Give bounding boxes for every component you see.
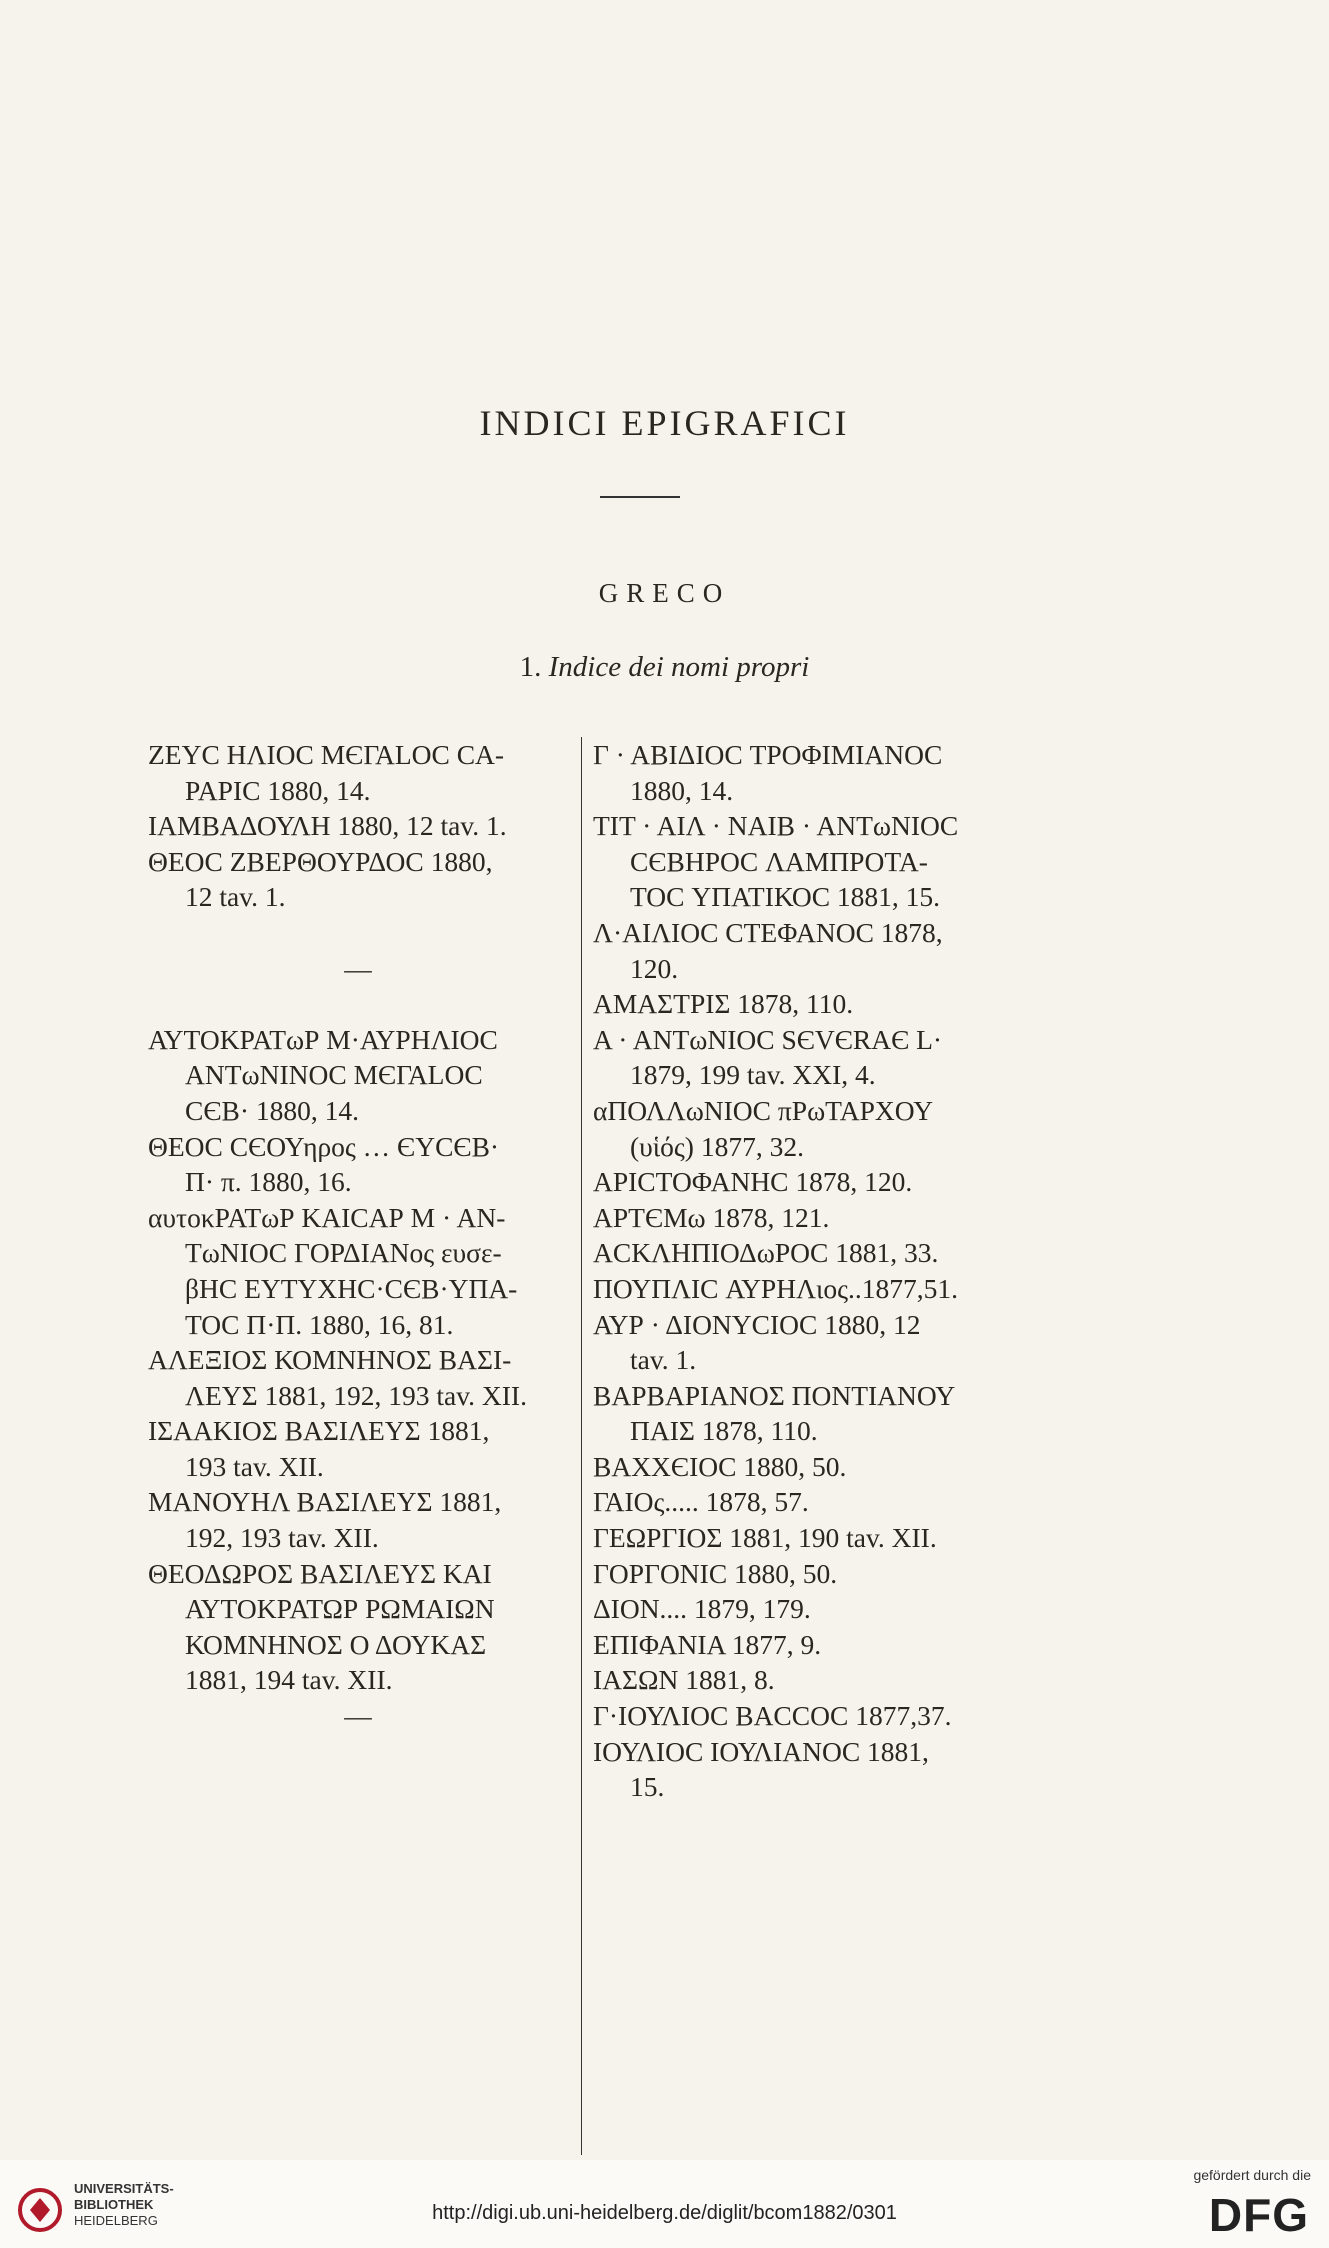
index-entry-line: Γ·ΙΟΥΛΙΟC ΒΑCCΟC 1877,37. — [593, 1700, 952, 1732]
column-divider — [581, 737, 582, 2155]
index-entry-line: CЄΒ· 1880, 14. — [185, 1094, 359, 1126]
index-entry-line: ΙΑΣΩΝ 1881, 8. — [593, 1664, 775, 1696]
index-entry-line: ΤΙΤ · ΑΙΛ · ΝΑΙΒ · ΑΝΤωΝΙΟC — [593, 810, 959, 842]
right-index-column — [593, 737, 1013, 1805]
index-entry-line: ΙΟΥΛΙΟC ΙΟΥΛΙΑΝΟC 1881, — [593, 1735, 929, 1767]
index-entry-line: αΠΟΛΛωΝΙΟC πΡωΤΑΡΧΟΥ — [593, 1094, 934, 1126]
index-entry-line: 1879, 199 tav. XXI, 4. — [630, 1059, 876, 1091]
source-url-link[interactable]: http://digi.ub.uni-heidelberg.de/diglit/bcom1882/0301 — [432, 2202, 897, 2224]
index-entry-line: ΛΕΥΣ 1881, 192, 193 tav. XII. — [185, 1379, 527, 1411]
index-entry-line: ΙΑΜΒΑΔΟΥΛΗ 1880, 12 tav. 1. — [148, 810, 507, 842]
index-entry-line: ΓΟΡΓΟΝΙC 1880, 50. — [593, 1557, 838, 1589]
index-entry-line: 12 tav. 1. — [185, 881, 286, 913]
index-entry-line: ΘΕΟC CЄΟΥηρος … ЄΥCЄΒ· — [148, 1130, 500, 1162]
index-entry-line: ΕΠΙΦΑΝΙΑ 1877, 9. — [593, 1628, 822, 1660]
index-entry-line: ΑΡΤЄΜω 1878, 121. — [593, 1201, 830, 1233]
index-entry-line: ΒΑΧΧЄΙΟC 1880, 50. — [593, 1450, 847, 1482]
index-entry-line: ΠΑΙΣ 1878, 110. — [630, 1415, 818, 1447]
index-entry-line: ΑΥΡ · ΔΙΟΝΥCΙΟC 1880, 12 — [593, 1308, 921, 1340]
index-entry-line: tav. 1. — [630, 1344, 697, 1376]
funding-label: gefördert durch die — [1193, 2167, 1311, 2183]
index-entry-line: ΤΟC Π·Π. 1880, 16, 81. — [185, 1308, 454, 1340]
index-entry-line: ΘΕΟC ΖΒΕΡΘΟΥΡΔΟC 1880, — [148, 845, 493, 877]
separator-dash: — — [344, 1700, 372, 1732]
index-entry-line: ΤΟC ΥΠΑΤΙΚΟC 1881, 15. — [630, 881, 941, 913]
index-entry-line: ΘΕΟΔΩΡΟΣ ΒΑΣΙΛΕΥΣ ΚΑΙ — [148, 1557, 492, 1589]
index-entry-line: 193 tav. XII. — [185, 1450, 324, 1482]
index-entry-line: 192, 193 tav. XII. — [185, 1522, 379, 1554]
index-entry-line: ΒΑΡΒΑΡΙΑΝΟΣ ΠΟΝΤΙΑΝΟΥ — [593, 1379, 956, 1411]
title-rule — [600, 496, 680, 498]
page-title: INDICI EPIGRAFICI — [479, 403, 850, 443]
library-line-1: UNIVERSITÄTS- — [74, 2181, 174, 2196]
index-entry-line: ΑCΚΛΗΠΙΟΔωΡΟC 1881, 33. — [593, 1237, 939, 1269]
subsection-title: Indice dei nomi propri — [548, 651, 810, 683]
index-entry-line: ΑΜΑΣΤΡΙΣ 1878, 110. — [593, 988, 854, 1020]
index-entry-line: 1880, 14. — [630, 774, 734, 806]
index-entry-line: ΜΑΝΟΥΗΛ ΒΑΣΙΛΕΥΣ 1881, — [148, 1486, 502, 1518]
subsection-number: 1. — [519, 651, 542, 683]
index-entry-line: αυτοκΡΑΤωΡ ΚΑΙCΑΡ Μ · ΑΝ- — [148, 1201, 506, 1233]
index-entry-line: Γ · ΑΒΙΔΙΟC ΤΡΟΦΙΜΙΑΝΟC — [593, 739, 943, 770]
index-entry-line: ΓΑΙΟς..... 1878, 57. — [593, 1486, 809, 1518]
index-entry-line: Λ·ΑΙΛΙΟC CΤΕΦΑΝΟC 1878, — [593, 916, 943, 948]
index-entry-line: ΙΣΑΑΚΙΟΣ ΒΑΣΙΛΕΥΣ 1881, — [148, 1415, 490, 1447]
index-entry-line: ΑΛΕΞΙΟΣ ΚΟΜΝΗΝΟΣ ΒΑΣΙ- — [148, 1344, 512, 1376]
index-entry-line: ΑΡΙCΤΟΦΑΝΗC 1878, 120. — [593, 1166, 913, 1198]
index-entry-line: ΑΥΤΟΚΡΑΤωΡ Μ·ΑΥΡΗΛΙΟC — [148, 1023, 498, 1055]
index-entry-line: CЄΒΗΡΟC ΛΑΜΠΡΟΤΑ- — [630, 845, 928, 877]
index-entry-line: ΠΟΥΠΛΙC ΑΥΡΗΛιος..1877,51. — [593, 1272, 959, 1304]
index-entry-line: (υἱός) 1877, 32. — [630, 1130, 804, 1162]
index-entry-line: ΡΑΡΙC 1880, 14. — [185, 774, 371, 806]
index-entry-line: 120. — [630, 952, 679, 984]
index-entry-line: 1881, 194 tav. XII. — [185, 1664, 393, 1696]
dfg-logo: DFG — [1208, 2189, 1309, 2241]
subsection-heading — [0, 651, 1329, 684]
index-entry-line: ΔΙΟΝ.... 1879, 179. — [593, 1593, 811, 1625]
index-entry-line: 15. — [630, 1771, 665, 1803]
index-entry-line: ΚΟΜΝΗΝΟΣ Ο ΔΟΥΚΑΣ — [185, 1628, 487, 1660]
left-index-column — [148, 737, 568, 1734]
index-entry-line: Π· π. 1880, 16. — [185, 1166, 352, 1198]
index-entry-line — [148, 915, 568, 951]
library-line-2: BIBLIOTHEK — [74, 2197, 154, 2212]
index-entry-line: Α · ΑΝΤωΝΙΟC SЄVЄRAЄ L· — [593, 1023, 943, 1055]
library-line-3: HEIDELBERG — [74, 2213, 158, 2228]
index-entry-line: ΖΕΥC ΗΛΙΟC ΜЄΓΑLOC CA- — [148, 739, 505, 770]
index-entry-line: ΤωΝΙΟC ΓΟΡΔΙΑΝος ευσε- — [185, 1237, 502, 1269]
separator-dash: — — [344, 952, 372, 984]
index-entry-line — [148, 986, 568, 1022]
index-entry-line: ΓΕΩΡΓΙΟΣ 1881, 190 tav. XII. — [593, 1522, 937, 1554]
index-entry-line: ΑΝΤωΝΙΝΟC ΜЄΓΑLOC — [185, 1059, 483, 1091]
index-entry-line: ΑΥΤΟΚΡΑΤΩΡ ΡΩΜΑΙΩΝ — [185, 1593, 495, 1625]
index-entry-line: βΗC ΕΥΤΥΧΗC·CЄΒ·ΥΠΑ- — [185, 1272, 518, 1304]
section-heading: GRECO — [598, 578, 731, 608]
